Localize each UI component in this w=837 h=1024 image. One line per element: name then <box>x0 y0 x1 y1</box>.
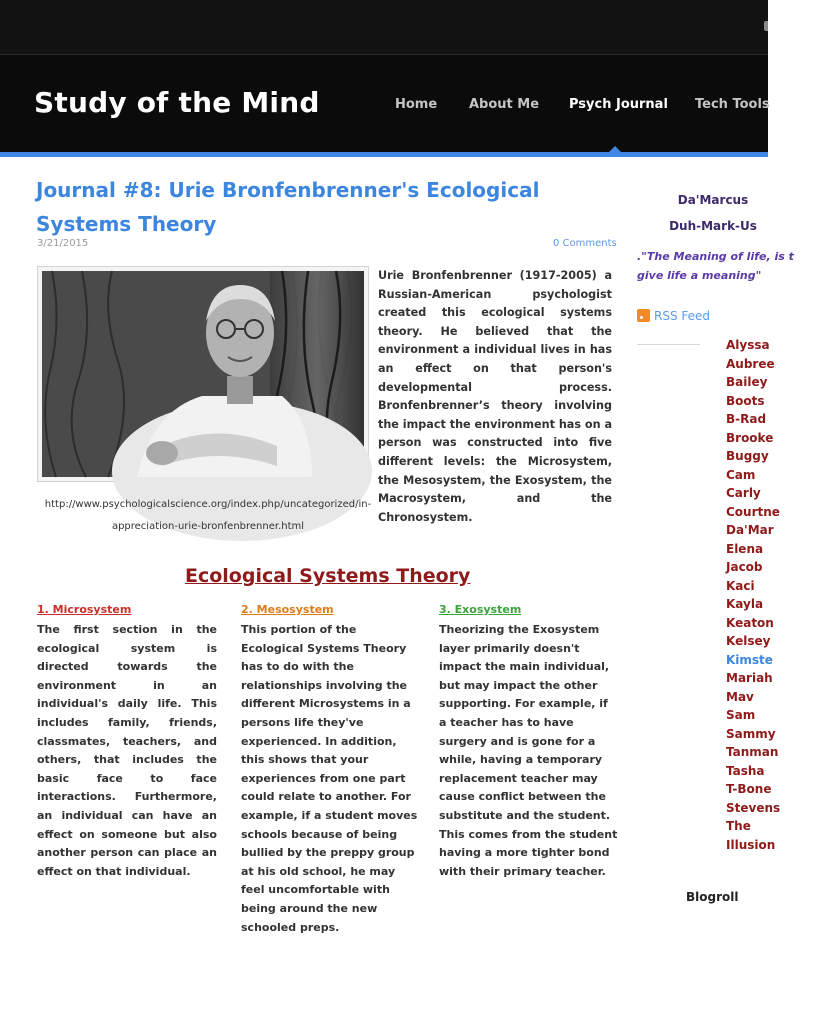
category-list <box>726 336 780 854</box>
microsystem-column <box>37 602 217 881</box>
author-photo-frame <box>37 266 369 482</box>
category-item[interactable]: Kimste <box>726 652 773 667</box>
author-photo <box>42 271 364 477</box>
post-title[interactable]: Journal #8: Urie Bronfenbrenner's Ecological Systems Theory <box>36 178 540 236</box>
sidebar-divider <box>637 344 700 345</box>
nav-about-me[interactable]: About Me <box>469 97 540 112</box>
category-item[interactable]: Keaton <box>726 615 774 630</box>
mesosystem-column <box>241 602 421 937</box>
category-item[interactable]: Brooke <box>726 430 774 445</box>
sidebar-quote-line2: give life a meaning" <box>637 268 762 282</box>
exosystem-body: Theorizing the Exosystem layer primarily doesn't impact the main individual, but may impact the other supporting. For example, if a teacher has to have surgery and is gone for a while, having a temporary replacement teacher may cause conflict between the substitute and the student. This comes from the student having a more tighter bond with their primary teacher. <box>439 623 618 878</box>
category-item[interactable]: Courtne <box>726 504 780 519</box>
top-bar <box>0 0 768 55</box>
rss-icon[interactable] <box>637 309 650 322</box>
header-accent-rule <box>0 152 768 157</box>
sidebar-quote-line1: ."The Meaning of life, is t <box>637 250 794 263</box>
blogroll-heading: Blogroll <box>686 890 739 904</box>
post-date: 3/21/2015 <box>37 238 89 249</box>
rss-feed-label[interactable]: RSS Feed <box>654 309 711 323</box>
section-heading: Ecological Systems Theory <box>185 565 471 587</box>
microsystem-heading: 1. Microsystem <box>37 603 132 616</box>
category-item[interactable]: Sammy <box>726 726 776 741</box>
category-item[interactable]: The <box>726 819 751 833</box>
sidebar-name-line2: Duh-Mark-Us <box>669 219 757 233</box>
category-item[interactable]: Buggy <box>726 449 769 463</box>
active-nav-indicator <box>608 146 622 153</box>
mesosystem-body: This portion of the Ecological Systems Theory has to do with the relationships involving the different Microsystems in a persons life they've experienced. In addition, this shows that your experiences from one part could relate to another. For example, if a student moves schools because of being bullied by the preppy group at his old school, he may feel uncomfortable with being around the new schooled preps. <box>241 623 418 934</box>
category-item[interactable]: Sam <box>726 708 756 722</box>
nav-tech-tools[interactable]: Tech Tools <box>695 97 770 112</box>
exosystem-heading: 3. Exosystem <box>439 603 522 616</box>
category-item[interactable]: Aubree <box>726 356 775 371</box>
category-item[interactable]: Jacob <box>726 560 763 574</box>
comments-link[interactable]: 0 Comments <box>553 238 617 249</box>
category-item[interactable]: Elena <box>726 541 764 556</box>
category-item[interactable]: Stevens <box>726 800 781 815</box>
category-item[interactable]: Mav <box>726 689 754 704</box>
site-header <box>0 55 768 152</box>
sidebar-quote <box>637 248 837 285</box>
category-item[interactable]: Da'Mar <box>726 523 774 537</box>
mesosystem-heading: 2. Mesosystem <box>241 603 334 616</box>
main-nav <box>0 97 768 117</box>
nav-home[interactable]: Home <box>395 97 438 112</box>
image-caption[interactable]: http://www.psychologicalscience.org/index.php/uncategorized/in-appreciation-urie-bronfenbrenner.html <box>44 499 372 532</box>
category-item[interactable]: Bailey <box>726 375 768 389</box>
category-item[interactable]: B-Rad <box>726 412 767 426</box>
microsystem-body: The first section in the ecological system is directed towards the environment in an individual's daily life. This includes family, friends, classmates, teachers, and others, that includes the basic face to face interactions. Furthermore, an individual can have an effect on someone but also another person can place an effect on that individual. <box>37 623 217 878</box>
category-item[interactable]: Alyssa <box>726 338 770 352</box>
category-item[interactable]: Kelsey <box>726 634 771 648</box>
category-item[interactable]: Cam <box>726 467 756 482</box>
site-title[interactable]: Study of the Mind <box>34 86 320 119</box>
exosystem-column <box>439 602 619 881</box>
category-item[interactable]: Carly <box>726 486 761 500</box>
category-item[interactable]: Kaci <box>726 578 755 593</box>
category-item[interactable]: Illusion <box>726 837 776 852</box>
category-item[interactable]: Mariah <box>726 671 773 685</box>
category-item[interactable]: Kayla <box>726 597 764 611</box>
top-bar-edge-tab[interactable] <box>764 21 768 31</box>
rss-feed-link[interactable] <box>637 305 710 324</box>
category-item[interactable]: Boots <box>726 393 765 408</box>
category-item[interactable]: Tanman <box>726 745 779 759</box>
nav-psych-journal[interactable]: Psych Journal <box>569 97 668 112</box>
sidebar-name-line1: Da'Marcus <box>677 193 749 207</box>
category-item[interactable]: Tasha <box>726 763 765 778</box>
category-item[interactable]: T-Bone <box>726 782 772 796</box>
post-intro: Urie Bronfenbrenner (1917-2005) a Russian-American psychologist created this ecological systems theory. He believed that the environment a individual lives in has an effect on that person's developmental process. Bronfenbrenner’s theory involving the impact the environment has on a person was constructed into five different levels: the Microsystem, the Mesosystem, the Exosystem, the Macrosystem, and the Chronosystem. <box>378 269 612 524</box>
